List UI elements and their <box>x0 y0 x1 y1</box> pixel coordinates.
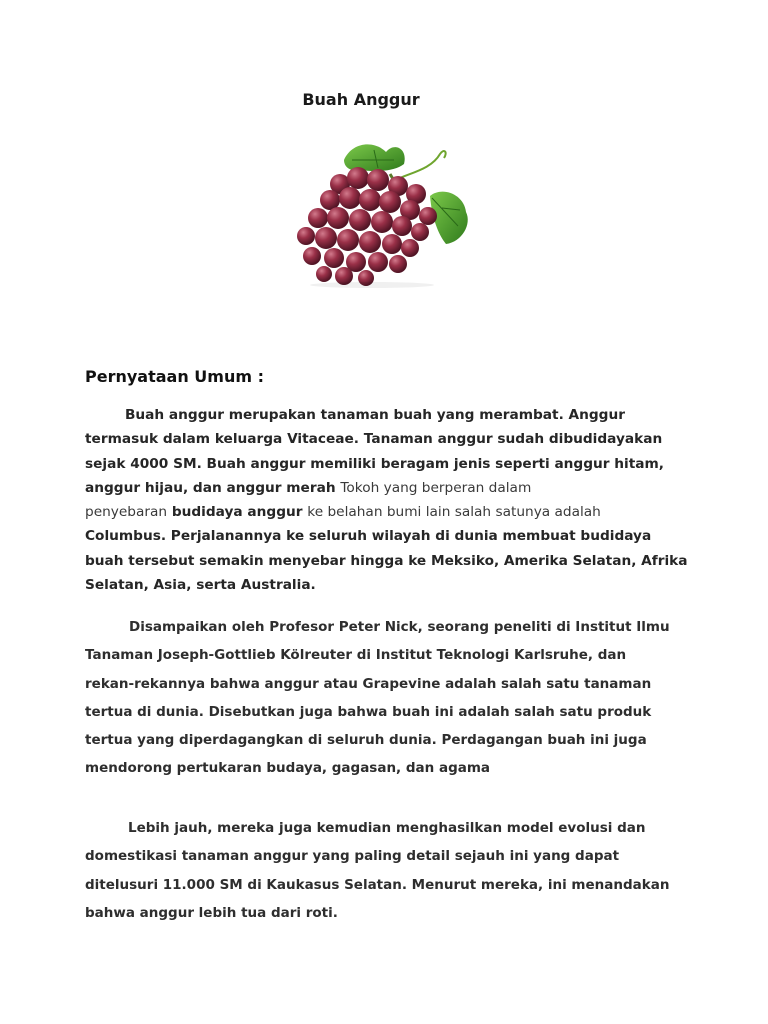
grape-image <box>282 138 474 288</box>
paragraph-line <box>85 500 685 524</box>
bold-text: budidaya anggur <box>171 504 303 521</box>
paragraph-line: domestikasi tanaman anggur yang paling detail sejauh ini yang dapat <box>85 848 620 865</box>
bold-text: anggur hijau, dan anggur merah <box>85 479 336 496</box>
light-text: ke belahan bumi lain salah satunya adalah <box>307 504 601 521</box>
paragraph-line: buah tersebut semakin menyebar hingga ke Meksiko, Amerika Selatan, Afrika <box>85 552 688 569</box>
paragraph-line: Columbus. Perjalanannya ke seluruh wilayah di dunia membuat budidaya <box>85 528 652 545</box>
paragraph-general-statement <box>85 403 688 597</box>
paragraph-line: bahwa anggur lebih tua dari roti. <box>85 904 338 921</box>
paragraph-line: rekan-rekannya bahwa anggur atau Grapevine adalah salah satu tanaman <box>85 675 652 692</box>
paragraph-line: sejak 4000 SM. Buah anggur memiliki beragam jenis seperti anggur hitam, <box>85 455 664 472</box>
paragraph-line: Disampaikan oleh Profesor Peter Nick, seorang peneliti di Institut Ilmu <box>129 619 670 635</box>
paragraph-line: Lebih jauh, mereka juga kemudian menghasilkan model evolusi dan <box>128 820 646 836</box>
paragraph-line: mendorong pertukaran budaya, gagasan, dan agama <box>85 760 491 777</box>
paragraph-line: Selatan, Asia, serta Australia. <box>85 577 316 594</box>
paragraph-line: ditelusuri 11.000 SM di Kaukasus Selatan. Menurut mereka, ini menandakan <box>85 876 670 893</box>
section-heading: Pernyataan Umum : <box>85 367 264 386</box>
paragraph-line <box>85 476 685 500</box>
document-title: Buah Anggur <box>302 90 420 109</box>
paragraph-line: Buah anggur merupakan tanaman buah yang merambat. Anggur <box>125 407 625 423</box>
paragraph-line: Tanaman Joseph-Gottlieb Kölreuter di Institut Teknologi Karlsruhe, dan <box>85 647 627 664</box>
light-text: Tokoh yang berperan dalam <box>340 479 532 496</box>
paragraph-evolution-model <box>85 814 685 927</box>
grape-bunch-icon <box>282 138 474 288</box>
paragraph-line: tertua yang diperdagangkan di seluruh dunia. Perdagangan buah ini juga <box>85 732 647 749</box>
paragraph-peter-nick <box>85 613 685 783</box>
light-text: penyebaran <box>85 504 168 521</box>
paragraph-line: tertua di dunia. Disebutkan juga bahwa buah ini adalah salah satu produk <box>85 703 652 720</box>
paragraph-line: termasuk dalam keluarga Vitaceae. Tanaman anggur sudah dibudidayakan <box>85 431 663 448</box>
